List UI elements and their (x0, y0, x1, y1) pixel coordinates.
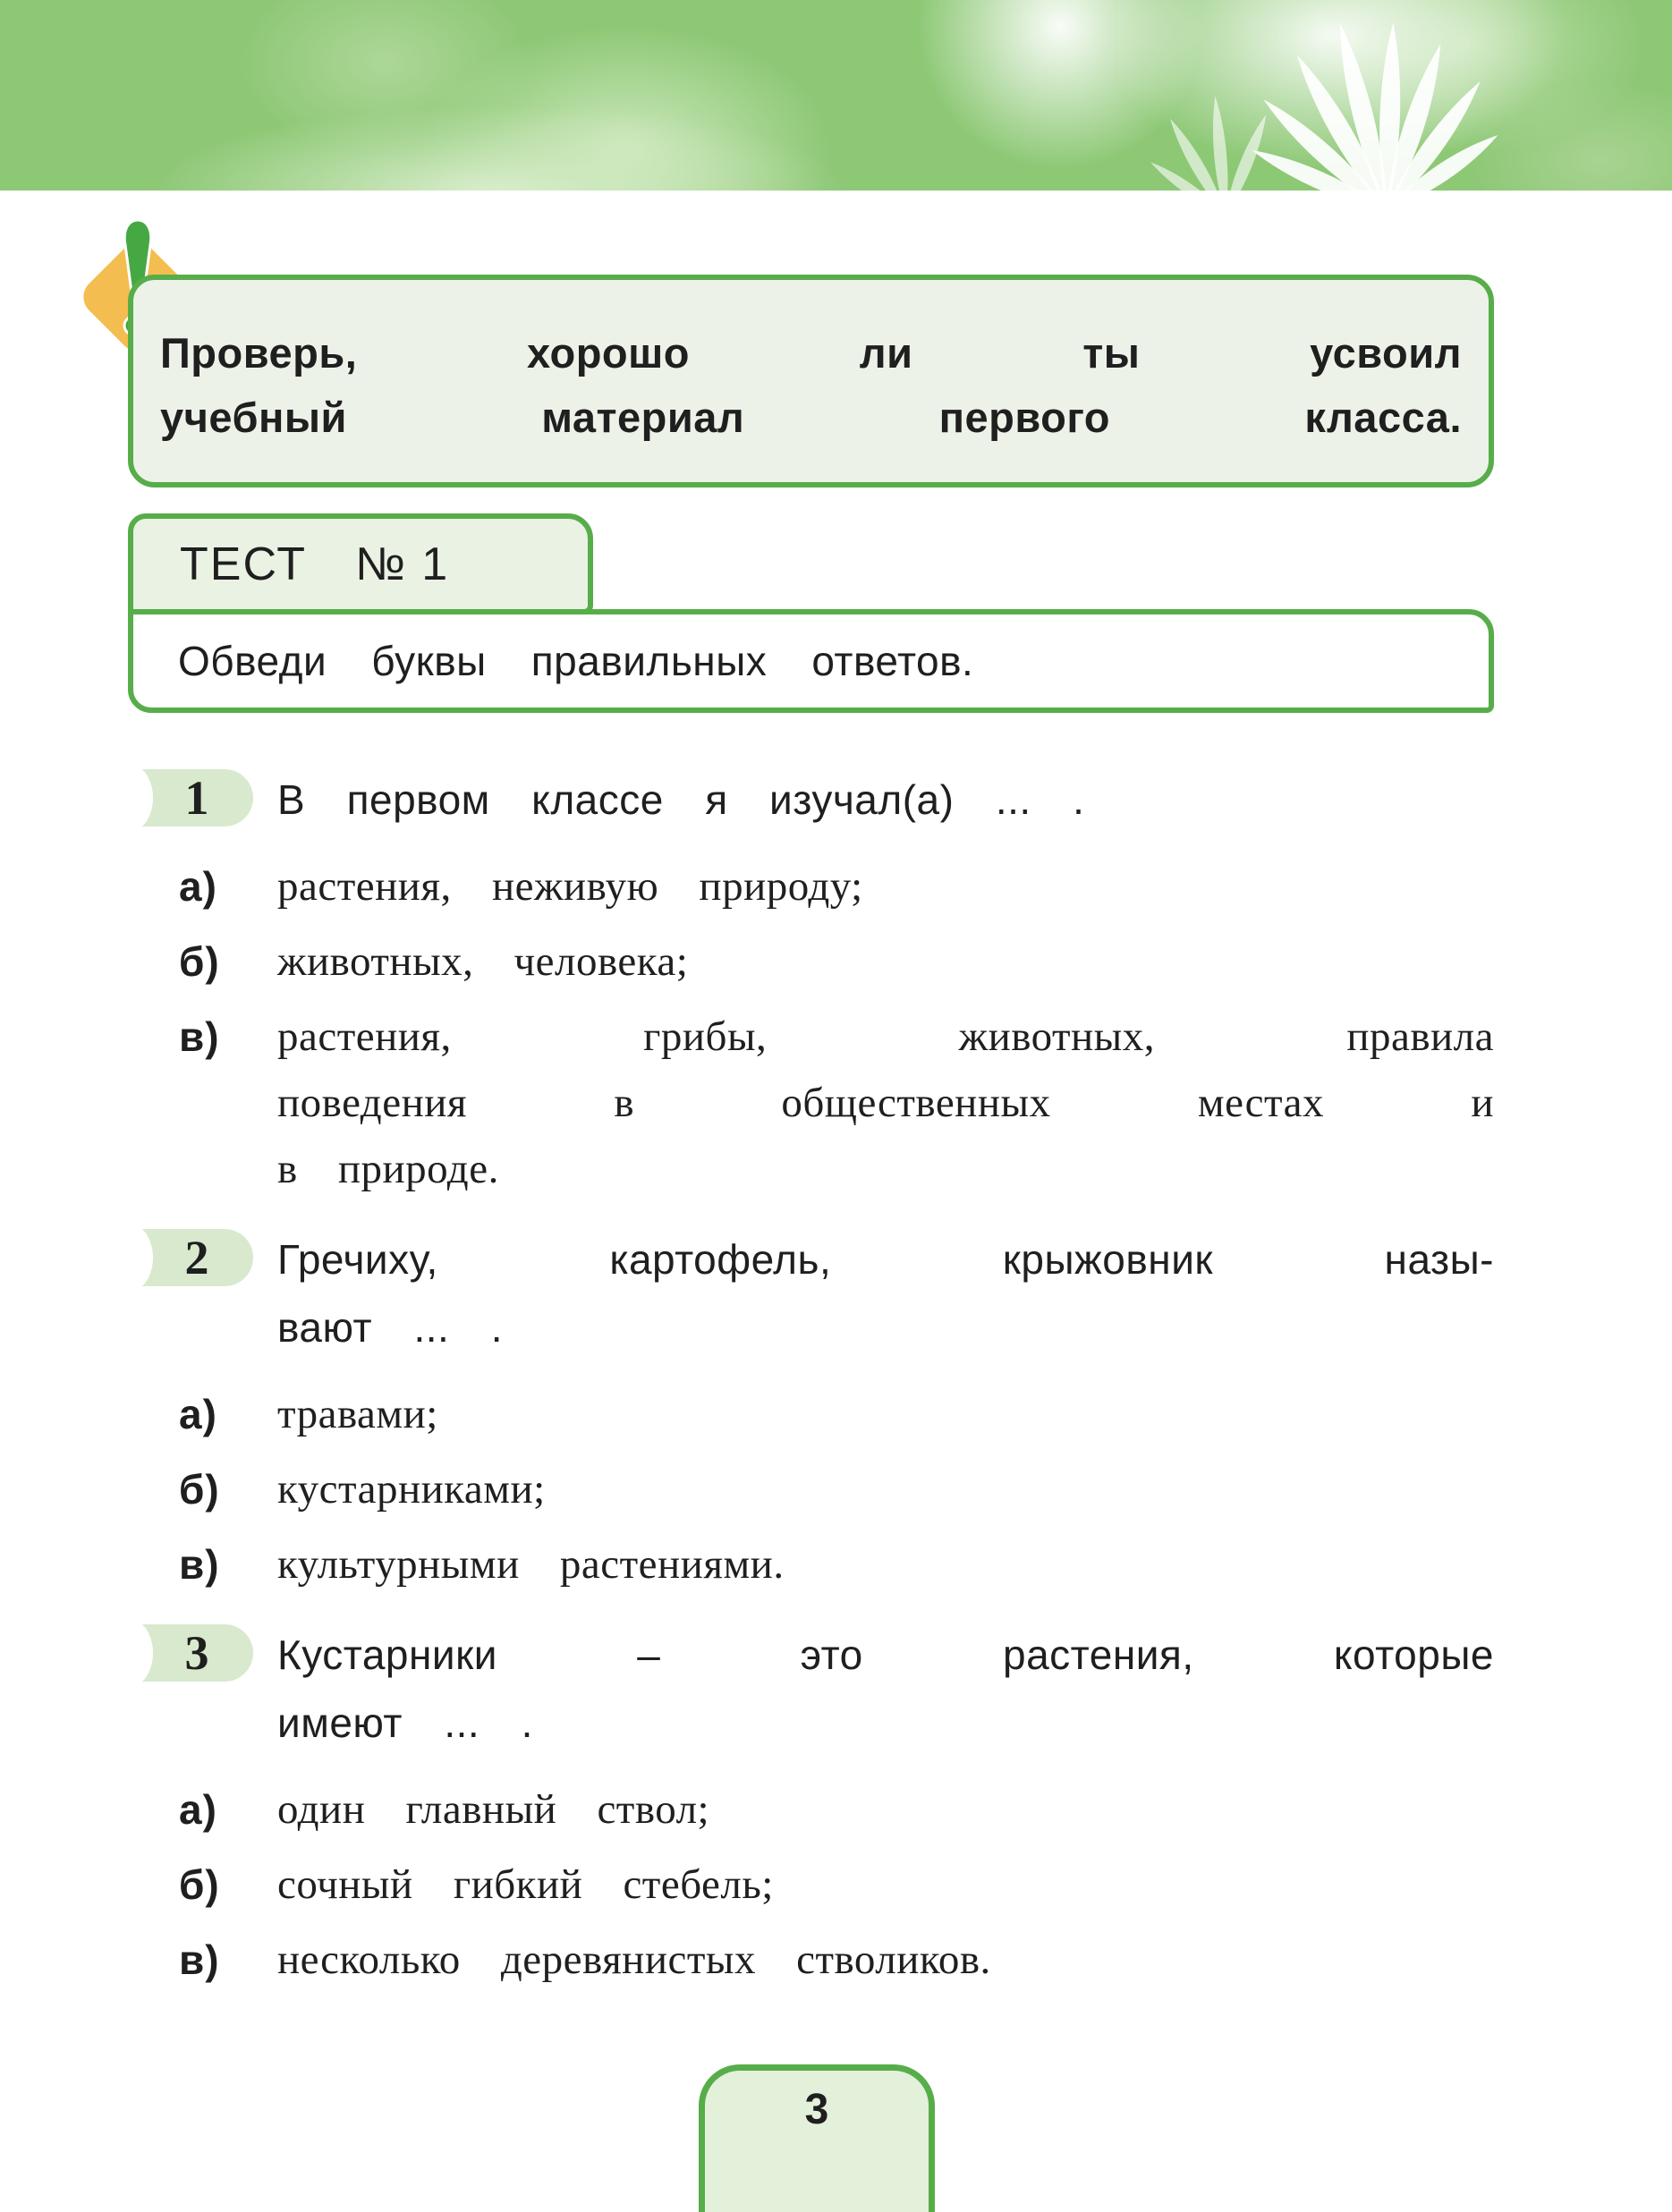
test-title-tab (128, 513, 593, 614)
instruction-box (128, 609, 1494, 713)
question-number: 1 (184, 771, 209, 825)
answer-option (128, 1776, 1494, 1843)
option-letter: б) (179, 1861, 220, 1908)
answer-option (128, 1927, 1494, 1993)
text-line: несколько деревянистых стволиков. (277, 1937, 991, 1983)
option-letter: а) (179, 863, 217, 910)
intro-box (128, 275, 1494, 487)
text-line: растения, грибы, животных, правила (277, 1013, 1494, 1060)
text-line: культурными растениями. (277, 1541, 785, 1588)
question-1 (128, 766, 1494, 1202)
option-letter: б) (179, 938, 220, 985)
question-text (277, 1225, 1494, 1361)
option-text (277, 1004, 1494, 1202)
question-number-badge (128, 1624, 253, 1682)
option-text (277, 853, 1494, 920)
intro-text-line: Проверь, хорошо ли ты усвоил (160, 329, 1462, 377)
text-line: Гречиху, картофель, крыжовник назы- (277, 1236, 1494, 1283)
option-letter: в) (179, 1541, 220, 1588)
option-letter: а) (179, 1391, 217, 1437)
instruction-text: Обведи буквы правильных ответов. (178, 638, 974, 684)
text-line: В первом классе я изучал(а) ... . (277, 776, 1085, 823)
text-line: поведения в общественных местах и (277, 1080, 1494, 1126)
question-number: 3 (184, 1626, 209, 1680)
wheat-plants-illustration (1118, 0, 1672, 192)
text-line: животных, человека; (277, 938, 689, 985)
option-letter: б) (179, 1466, 220, 1513)
option-text (277, 1927, 1494, 1993)
question-3 (128, 1621, 1494, 1993)
question-number-badge (128, 1229, 253, 1286)
test-number: № 1 (355, 538, 450, 590)
option-letter: а) (179, 1786, 217, 1833)
option-text (277, 1456, 1494, 1522)
answer-option (128, 1456, 1494, 1522)
question-2 (128, 1225, 1494, 1598)
option-letter: в) (179, 1013, 220, 1060)
questions-list (128, 766, 1494, 2016)
option-text (277, 1852, 1494, 1918)
answer-option (128, 853, 1494, 920)
text-line: в природе. (277, 1146, 499, 1192)
answer-option (128, 1381, 1494, 1447)
text-line: кустарниками; (277, 1466, 546, 1513)
option-text (277, 1776, 1494, 1843)
text-line: имеют ... . (277, 1699, 533, 1746)
answer-option (128, 1852, 1494, 1918)
option-letter: в) (179, 1937, 220, 1983)
question-text (277, 766, 1494, 834)
page-number: 3 (804, 2086, 829, 2133)
question-number-badge (128, 769, 253, 826)
answer-option (128, 1004, 1494, 1202)
test-title-label: ТЕСТ (180, 538, 308, 590)
intro-text-line: учебный материал первого класса. (160, 394, 1462, 441)
option-text (277, 1381, 1494, 1447)
text-line: Кустарники – это растения, которые (277, 1631, 1494, 1678)
answer-option (128, 928, 1494, 995)
text-line: один главный ствол; (277, 1786, 710, 1833)
text-line: вают ... . (277, 1304, 503, 1351)
text-line: сочный гибкий стебель; (277, 1861, 774, 1908)
answer-option (128, 1531, 1494, 1598)
text-line: травами; (277, 1391, 438, 1437)
text-line: растения, неживую природу; (277, 863, 863, 910)
option-text (277, 1531, 1494, 1598)
page-number-tab (699, 2064, 935, 2212)
question-text (277, 1621, 1494, 1757)
question-number: 2 (184, 1231, 209, 1284)
header-decoration-band (0, 0, 1672, 191)
option-text (277, 928, 1494, 995)
